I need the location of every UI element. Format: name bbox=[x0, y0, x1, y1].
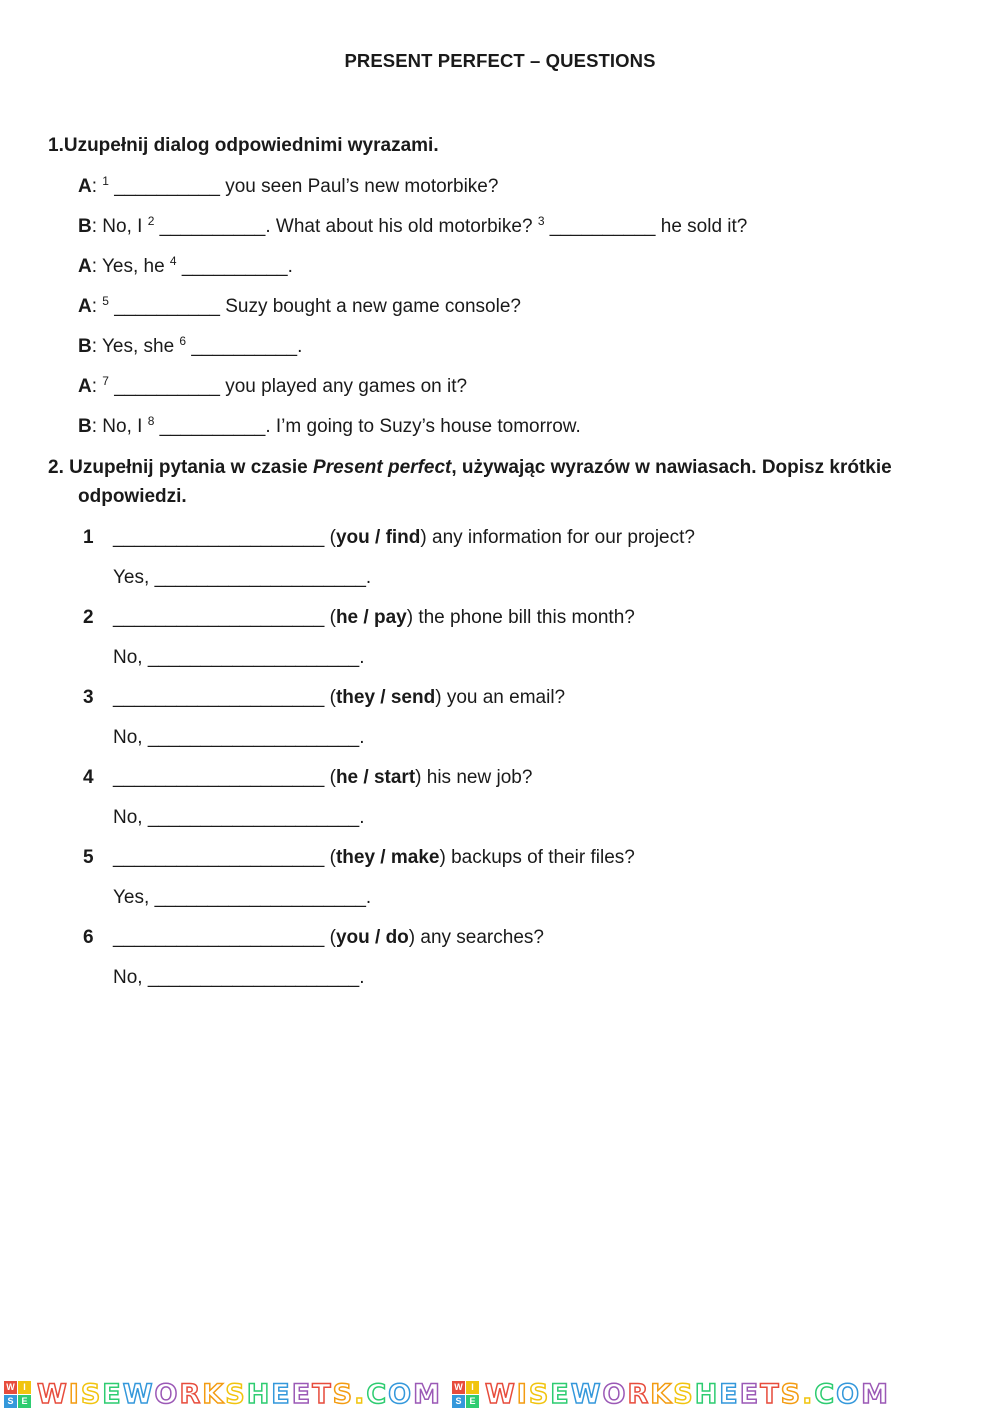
question-number: 2 bbox=[83, 607, 94, 628]
question-line: ____________________ (you / find) any information for our project? bbox=[113, 527, 695, 548]
section2-heading bbox=[48, 453, 908, 511]
speaker: B bbox=[78, 416, 92, 437]
dialog-text: Suzy bought a new game console? bbox=[225, 296, 521, 317]
brand-wordmark: WISEWORKSHEETS.COM bbox=[37, 1379, 442, 1410]
gap-number: 4 bbox=[169, 254, 177, 268]
word-cue: they / make bbox=[335, 847, 440, 868]
dialog-text: you played any games on it? bbox=[225, 376, 468, 397]
dialog-text: Yes, he bbox=[101, 256, 165, 277]
dialog-text: Yes, she bbox=[101, 336, 175, 357]
brand-icon-tile: S bbox=[452, 1395, 465, 1408]
gap-blank[interactable]: __________ bbox=[159, 216, 266, 237]
answer-blank[interactable]: ____________________ bbox=[113, 527, 325, 548]
question-line: ____________________ (you / do) any searches? bbox=[113, 927, 544, 948]
dialog-line: A: Yes, he $^4$ __________. bbox=[78, 254, 293, 277]
question-text: backups of their files? bbox=[451, 847, 635, 868]
gap-blank[interactable]: __________ bbox=[191, 336, 298, 357]
dialog-line: A: $^7$ __________ you played any games on it? bbox=[78, 374, 468, 397]
speaker: B bbox=[78, 216, 92, 237]
brand-icon-tile: I bbox=[466, 1381, 479, 1394]
dialog-text: you seen Paul’s new motorbike? bbox=[225, 176, 499, 197]
brand-icon-tile: S bbox=[4, 1395, 17, 1408]
short-answer-line: No, ____________________. bbox=[113, 807, 365, 828]
gap-number: 1 bbox=[102, 174, 109, 188]
question-text: you an email? bbox=[446, 687, 566, 708]
brand-icon-tile: I bbox=[18, 1381, 31, 1394]
brand-icon bbox=[4, 1381, 31, 1408]
question-text: his new job? bbox=[426, 767, 533, 788]
question-line: ____________________ (they / make) backups of their files? bbox=[113, 847, 635, 868]
brand-icon-tile: W bbox=[4, 1381, 17, 1394]
answer-start: No, bbox=[113, 647, 143, 668]
brand-icon bbox=[452, 1381, 479, 1408]
dialog-text: . bbox=[287, 256, 293, 277]
heading-text: odpowiedzi. bbox=[78, 486, 187, 507]
question-number: 4 bbox=[83, 767, 94, 788]
brand-icon-tile: E bbox=[18, 1395, 31, 1408]
speaker: A bbox=[78, 376, 92, 397]
question-line: ____________________ (they / send) you an email? bbox=[113, 687, 566, 708]
word-cue: he / start bbox=[335, 767, 416, 788]
word-cue: you / find bbox=[335, 527, 421, 548]
brand-icon-tile: W bbox=[452, 1381, 465, 1394]
answer-blank[interactable]: ____________________ bbox=[147, 807, 360, 828]
answer-start: Yes, bbox=[113, 887, 150, 908]
page-title: PRESENT PERFECT – QUESTIONS bbox=[344, 50, 656, 71]
short-answer-line: No, ____________________. bbox=[113, 647, 365, 668]
question-text: any information for our project? bbox=[432, 527, 695, 548]
gap-number: 6 bbox=[179, 334, 187, 348]
speaker: A bbox=[78, 256, 92, 277]
brand-logo bbox=[0, 1379, 442, 1410]
heading-tense: Present perfect bbox=[313, 457, 452, 478]
answer-start: No, bbox=[113, 967, 143, 988]
brand-wordmark: WISEWORKSHEETS.COM bbox=[485, 1379, 890, 1410]
gap-number: 3 bbox=[537, 214, 545, 228]
question-text: the phone bill this month? bbox=[418, 607, 635, 628]
gap-blank[interactable]: __________ bbox=[114, 176, 220, 197]
question-text: any searches? bbox=[420, 927, 544, 948]
answer-blank[interactable]: ____________________ bbox=[147, 647, 360, 668]
question-line: ____________________ (he / start) his new job? bbox=[113, 767, 533, 788]
dialog-line: A: $^1$ __________ you seen Paul’s new motorbike? bbox=[78, 174, 499, 197]
answer-blank[interactable]: ____________________ bbox=[147, 967, 360, 988]
heading-text: 2. Uzupełnij pytania w czasie bbox=[48, 457, 308, 478]
heading-text: , używając wyrazów w nawiasach. Dopisz krótkie bbox=[451, 457, 892, 478]
short-answer-line: No, ____________________. bbox=[113, 727, 365, 748]
answer-start: No, bbox=[113, 807, 143, 828]
dialog-line: A: $^5$ __________ Suzy bought a new game console? bbox=[78, 294, 521, 317]
dialog-line: B: No, I $^2$ __________. What about his old motorbike? $^3$ __________ he sold it? bbox=[78, 214, 748, 237]
speaker: A bbox=[78, 296, 92, 317]
answer-blank[interactable]: ____________________ bbox=[113, 607, 325, 628]
answer-blank[interactable]: ____________________ bbox=[113, 687, 325, 708]
gap-blank[interactable]: __________ bbox=[159, 416, 266, 437]
short-answer-line: Yes, ____________________. bbox=[113, 567, 372, 588]
short-answer-line: No, ____________________. bbox=[113, 967, 365, 988]
brand-icon-tile: E bbox=[466, 1395, 479, 1408]
question-number: 3 bbox=[83, 687, 94, 708]
dialog-text: he sold it? bbox=[660, 216, 748, 237]
dialog-text: . bbox=[297, 336, 303, 357]
dialog-text: . I’m going to Suzy’s house tomorrow. bbox=[265, 416, 581, 437]
answer-blank[interactable]: ____________________ bbox=[147, 727, 360, 748]
gap-number: 2 bbox=[147, 214, 155, 228]
speaker: B bbox=[78, 336, 92, 357]
section1-heading: 1.Uzupełnij dialog odpowiednimi wyrazami. bbox=[48, 135, 439, 156]
gap-number: 8 bbox=[147, 414, 155, 428]
gap-blank[interactable]: __________ bbox=[114, 296, 220, 317]
gap-blank[interactable]: __________ bbox=[549, 216, 656, 237]
answer-start: No, bbox=[113, 727, 143, 748]
brand-logo bbox=[448, 1379, 890, 1410]
speaker: A bbox=[78, 176, 92, 197]
question-number: 6 bbox=[83, 927, 94, 948]
question-number: 1 bbox=[83, 527, 94, 548]
answer-blank[interactable]: ____________________ bbox=[154, 567, 366, 588]
dialog-text: No, I bbox=[102, 216, 143, 237]
answer-start: Yes, bbox=[113, 567, 150, 588]
dialog-line: B: Yes, she $^6$ __________. bbox=[78, 334, 303, 357]
answer-blank[interactable]: ____________________ bbox=[113, 927, 325, 948]
answer-blank[interactable]: ____________________ bbox=[154, 887, 366, 908]
gap-blank[interactable]: __________ bbox=[181, 256, 288, 277]
question-number: 5 bbox=[83, 847, 94, 868]
gap-blank[interactable]: __________ bbox=[114, 376, 220, 397]
answer-blank[interactable]: ____________________ bbox=[113, 847, 325, 868]
short-answer-line: Yes, ____________________. bbox=[113, 887, 372, 908]
gap-number: 5 bbox=[102, 294, 109, 308]
word-cue: he / pay bbox=[335, 607, 407, 628]
gap-number: 7 bbox=[102, 374, 109, 388]
word-cue: they / send bbox=[335, 687, 436, 708]
dialog-text: . What about his old motorbike? bbox=[265, 216, 533, 237]
question-line: ____________________ (he / pay) the phone bill this month? bbox=[113, 607, 635, 628]
dialog-line: B: No, I $^8$ __________. I’m going to Suzy’s house tomorrow. bbox=[78, 414, 581, 437]
word-cue: you / do bbox=[335, 927, 409, 948]
answer-blank[interactable]: ____________________ bbox=[113, 767, 325, 788]
footer-brand-strip bbox=[0, 1376, 1000, 1413]
dialog-text: No, I bbox=[102, 416, 143, 437]
